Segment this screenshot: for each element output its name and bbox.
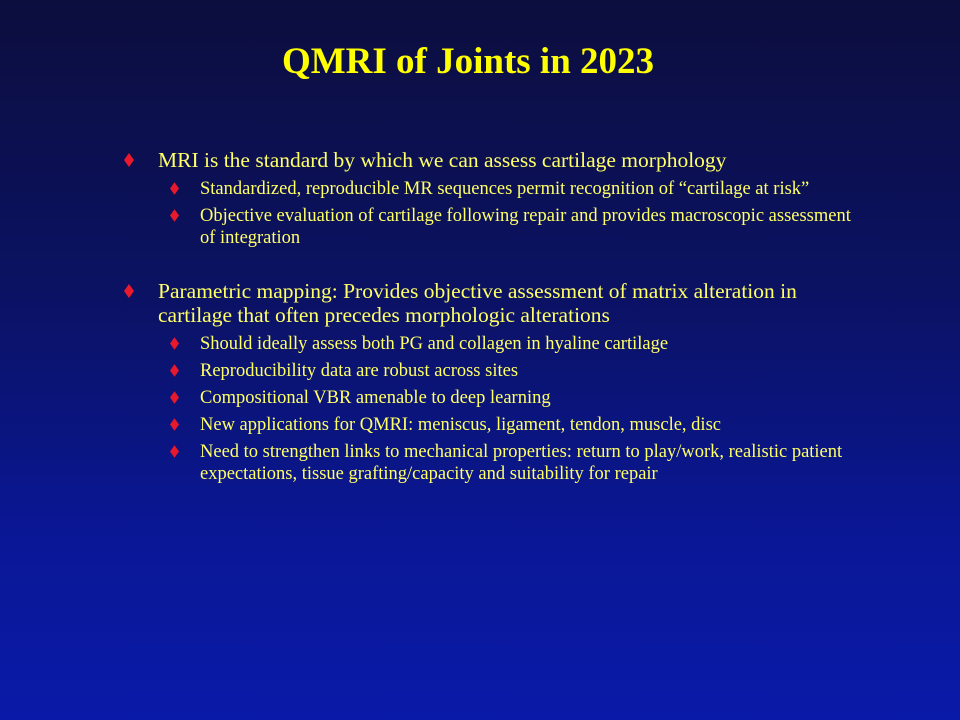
bullet-text: Objective evaluation of cartilage following repair and provides macroscopic assessment of integration	[200, 206, 851, 248]
bullet-item-level2	[164, 414, 862, 436]
red-diamond-icon	[124, 284, 134, 298]
bullet-text: Should ideally assess both PG and collagen in hyaline cartilage	[200, 334, 669, 354]
bullet-text: Need to strengthen links to mechanical properties: return to play/work, realistic patient expectations, tissue grafting/capacity and suitability for repair	[200, 442, 843, 484]
red-diamond-icon	[170, 418, 180, 432]
bullet-text: MRI is the standard by which we can assess cartilage morphology	[158, 148, 727, 172]
red-diamond-icon	[170, 391, 180, 405]
red-diamond-icon	[170, 364, 180, 378]
section-spacer	[122, 249, 862, 279]
bullet-item-level2	[164, 387, 862, 409]
bullet-item-level2	[164, 441, 862, 485]
bullet-text: New applications for QMRI: meniscus, ligament, tendon, muscle, disc	[200, 415, 721, 435]
bullet-text: Standardized, reproducible MR sequences permit recognition of “cartilage at risk”	[200, 179, 810, 199]
red-diamond-icon	[170, 337, 180, 351]
bullet-item-level1	[122, 148, 862, 172]
bullet-text: Compositional VBR amenable to deep learning	[200, 388, 551, 408]
bullet-item-level1	[122, 279, 862, 327]
red-diamond-icon	[170, 182, 180, 196]
bullet-list	[122, 148, 862, 485]
bullet-text: Reproducibility data are robust across sites	[200, 361, 519, 381]
red-diamond-icon	[170, 445, 180, 459]
bullet-item-level2	[164, 333, 862, 355]
bullet-item-level2	[164, 360, 862, 382]
bullet-item-level2	[164, 178, 862, 200]
slide-title: QMRI of Joints in 2023	[281, 41, 655, 82]
red-diamond-icon	[124, 153, 134, 167]
red-diamond-icon	[170, 209, 180, 223]
bullet-text: Parametric mapping: Provides objective assessment of matrix alteration in cartilage that often precedes morphologic alterations	[158, 279, 797, 327]
bullet-item-level2	[164, 205, 862, 249]
